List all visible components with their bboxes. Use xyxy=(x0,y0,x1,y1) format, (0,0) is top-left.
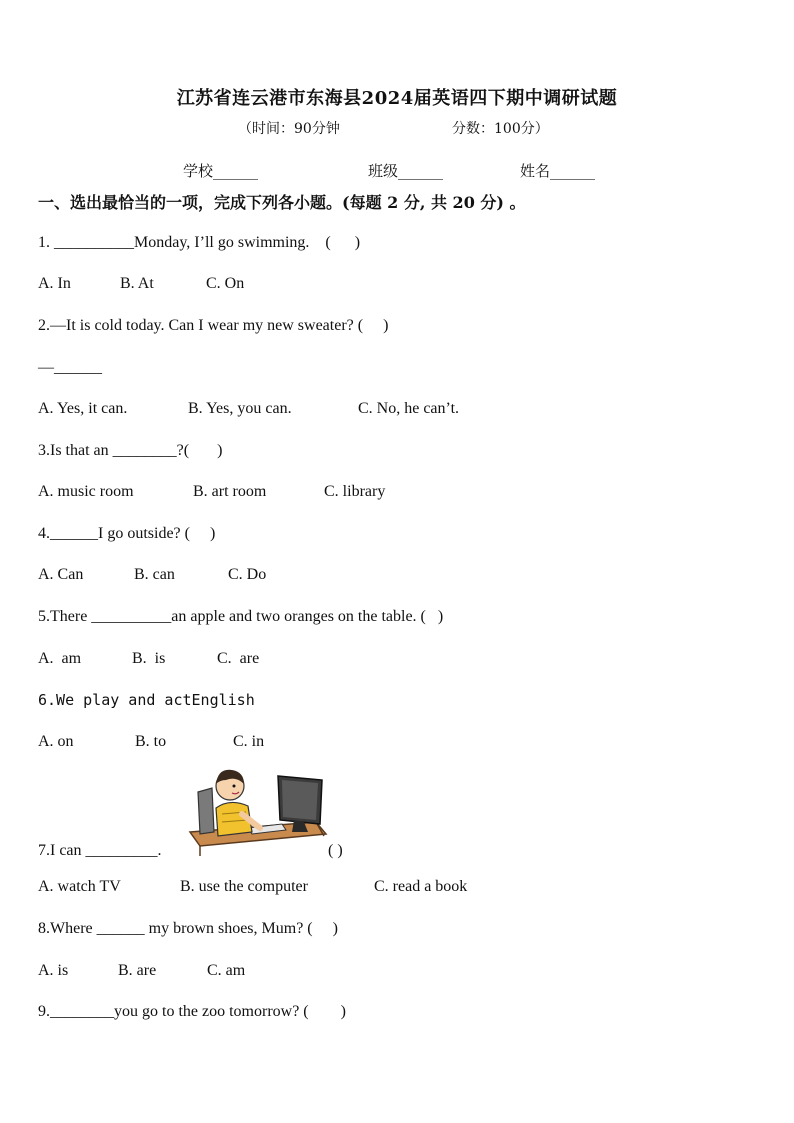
question-3-option-b: B. art room xyxy=(193,483,267,500)
question-7-stem: 7.I can _________. xyxy=(38,842,162,859)
question-2-stem: 2.—It is cold today. Can I wear my new sweater? ( ) xyxy=(38,317,389,334)
question-1-stem: 1. __________Monday, I’ll go swimming. ( ) xyxy=(38,234,361,251)
class-field: 班级______ xyxy=(368,162,444,180)
question-8-stem: 8.Where ______ my brown shoes, Mum? ( ) xyxy=(38,920,338,937)
question-5-stem: 5.There __________an apple and two oranges on the table. ( ) xyxy=(38,608,444,625)
exam-title: 江苏省连云港市东海县2024届英语四下期中调研试题 xyxy=(176,88,618,109)
question-5-option-b: B. is xyxy=(132,650,166,667)
question-9-stem: 9.________you go to the zoo tomorrow? ( ) xyxy=(38,1003,346,1020)
question-8-option-c: C. am xyxy=(207,962,246,979)
section-heading: 一、选出最恰当的一项，完成下列各小题。(每题 2 分, 共 20 分) 。 xyxy=(38,193,526,212)
question-4-option-a: A. Can xyxy=(38,566,84,583)
question-5-option-a: A. am xyxy=(38,650,82,667)
name-field: 姓名______ xyxy=(520,162,596,180)
question-8-option-a: A. is xyxy=(38,962,69,979)
exam-score: 分数：100分） xyxy=(452,121,549,137)
question-3-option-a: A. music room xyxy=(38,483,134,500)
question-1-option-c: C. On xyxy=(206,275,245,292)
question-3-option-c: C. library xyxy=(324,483,386,500)
question-7-answer-paren: ( ) xyxy=(328,842,343,859)
question-7-option-b: B. use the computer xyxy=(180,878,308,895)
question-2-answer-line: —______ xyxy=(38,359,102,376)
question-6-option-a: A. on xyxy=(38,733,74,750)
question-4-stem: 4.______I go outside? ( ) xyxy=(38,525,216,542)
question-6-option-b: B. to xyxy=(135,733,167,750)
question-7-option-c: C. read a book xyxy=(374,878,468,895)
question-4-option-b: B. can xyxy=(134,566,175,583)
boy-using-computer-icon xyxy=(186,762,328,858)
exam-time: （时间：90分钟 xyxy=(238,121,340,137)
question-6-stem: 6.We play and actEnglish xyxy=(38,691,255,709)
question-3-stem: 3.Is that an ________?( ) xyxy=(38,442,223,459)
question-2-option-a: A. Yes, it can. xyxy=(38,400,128,417)
question-2-option-c: C. No, he can’t. xyxy=(358,400,460,417)
question-8-option-b: B. are xyxy=(118,962,157,979)
question-7-option-a: A. watch TV xyxy=(38,878,121,895)
question-2-option-b: B. Yes, you can. xyxy=(188,400,292,417)
question-1-option-a: A. In xyxy=(38,275,71,292)
question-5-option-c: C. are xyxy=(217,650,260,667)
question-4-option-c: C. Do xyxy=(228,566,267,583)
question-1-option-b: B. At xyxy=(120,275,154,292)
school-field: 学校______ xyxy=(183,162,259,180)
question-6-option-c: C. in xyxy=(233,733,265,750)
